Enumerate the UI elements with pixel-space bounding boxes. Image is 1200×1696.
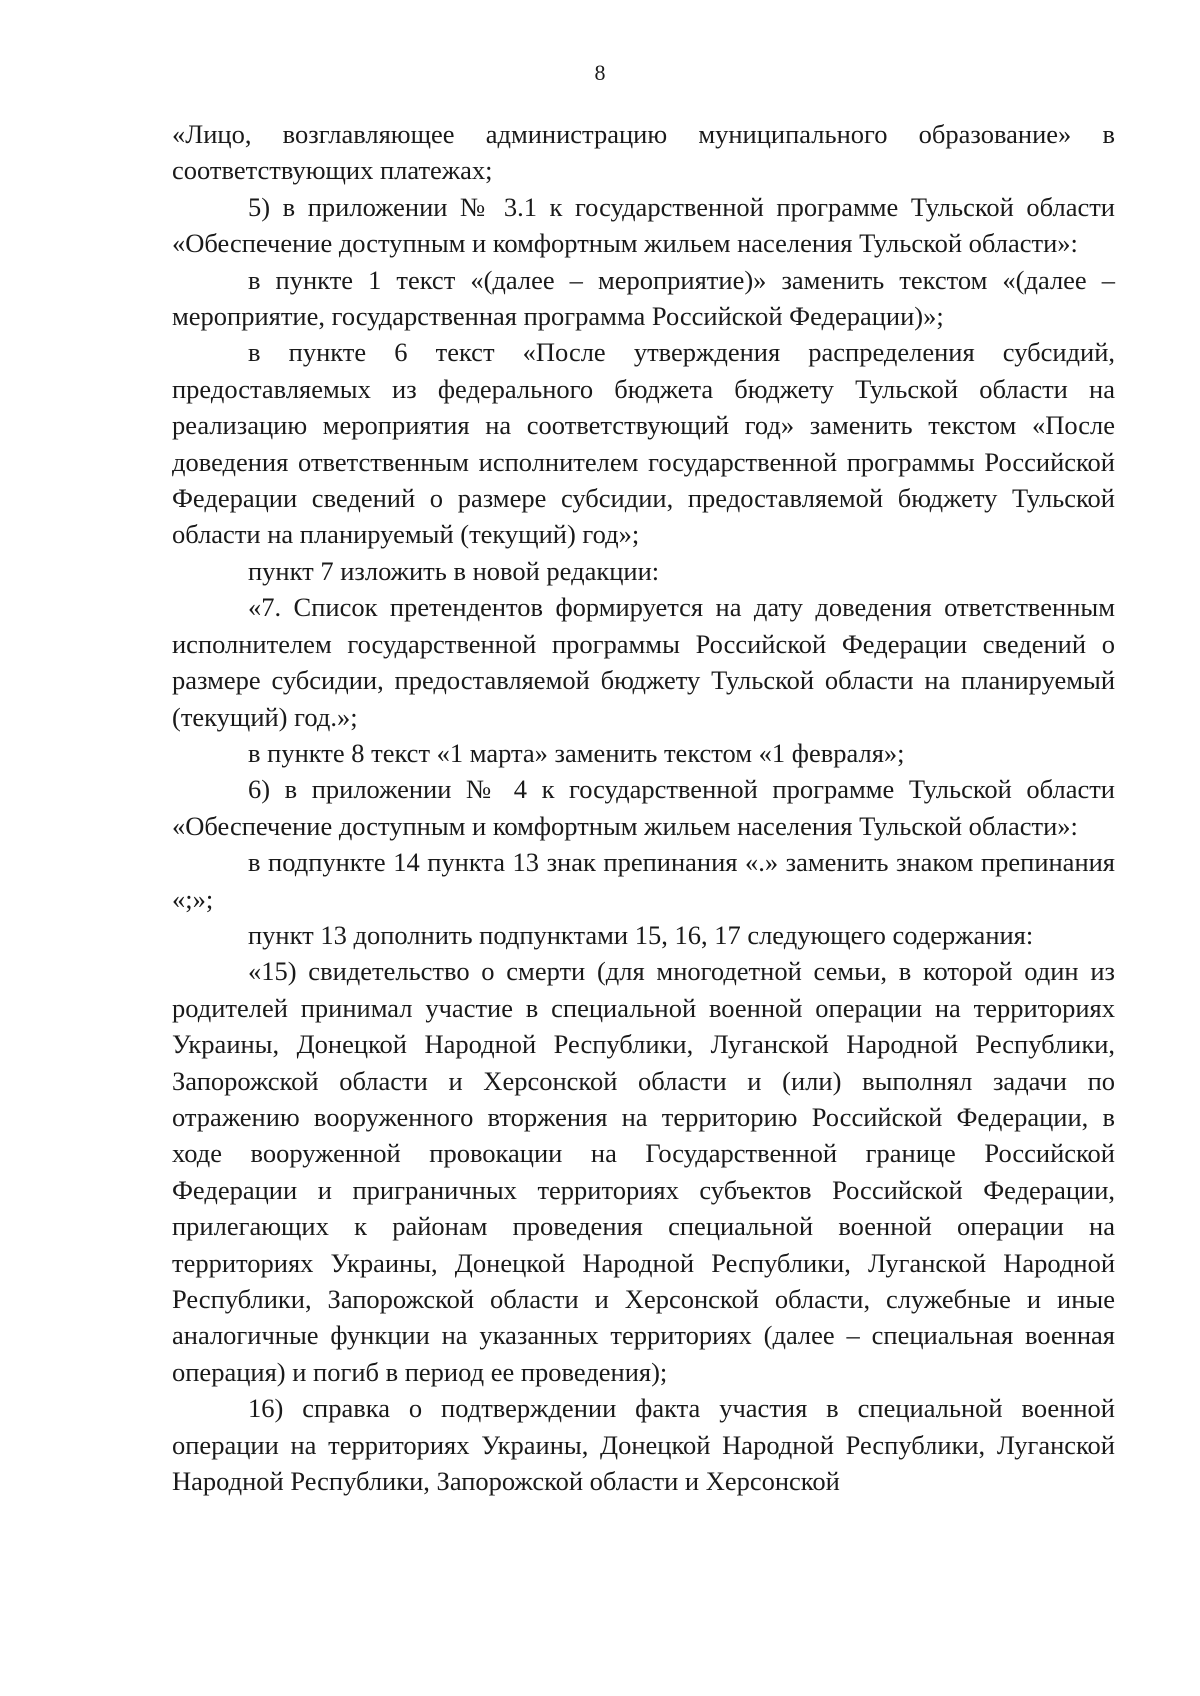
- paragraph: в пункте 8 текст «1 марта» заменить текстом «1 февраля»;: [248, 737, 905, 768]
- paragraph: «7. Список претендентов формируется на дату доведения ответственным исполнителем государственной программы Российской Федерации сведений о размере субсидии, предоставляемой бюджету Тульской области на планируемый (текущий) год.»;: [172, 592, 1115, 732]
- paragraph: 5) в приложении № 3.1 к государственной программе Тульской области «Обеспечение доступным и комфортным жильем населения Тульской области»:: [172, 191, 1115, 259]
- document-body: [172, 116, 1115, 1499]
- paragraph: в подпункте 14 пункта 13 знак препинания «.» заменить знаком препинания «;»;: [172, 847, 1115, 914]
- paragraph: «15) свидетельство о смерти (для многодетной семьи, в которой один из родителей принимал участие в специальной военной операции на территориях Украины, Донецкой Народной Республики, Луганской Народной Республики, Запорожской области и Херсонской области и (или) выполнял задачи по отражению вооруженного вторжения на территорию Российской Федерации, в ходе вооруженной провокации на Государственной границе Российской Федерации и приграничных территориях субъектов Российской Федерации, прилегающих к районам проведения специальной военной операции на территориях Украины, Донецкой Народной Республики, Луганской Народной Республики, Запорожской области и Херсонской области, служебные и иные аналогичные функции на указанных территориях (далее – специальная военная операция) и погиб в период ее проведения);: [172, 956, 1115, 1387]
- paragraph: «Лицо, возглавляющее администрацию муниципального образование» в соответствующих платежах;: [172, 119, 1115, 186]
- page-number: 8: [594, 60, 606, 85]
- paragraph: 16) справка о подтверждении факта участия в специальной военной операции на территориях Украины, Донецкой Народной Республики, Луганской Народной Республики, Запорожской области и Херсонской: [172, 1393, 1115, 1497]
- paragraph: 6) в приложении № 4 к государственной программе Тульской области «Обеспечение доступным и комфортным жильем населения Тульской области»:: [172, 774, 1115, 841]
- paragraph: пункт 13 дополнить подпунктами 15, 16, 17 следующего содержания:: [248, 919, 1034, 950]
- paragraph: пункт 7 изложить в новой редакции:: [248, 555, 660, 586]
- paragraph: в пункте 1 текст «(далее – мероприятие)» заменить текстом «(далее – мероприятие, государственная программа Российской Федерации)»;: [172, 264, 1115, 332]
- paragraph: в пункте 6 текст «После утверждения распределения субсидий, предоставляемых из федерального бюджета бюджету Тульской области на реализацию мероприятия на соответствующий год» заменить текстом «После доведения ответственным исполнителем государственной программы Российской Федерации сведений о размере субсидии, предоставляемой бюджету Тульской области на планируемый (текущий) год»;: [172, 337, 1115, 550]
